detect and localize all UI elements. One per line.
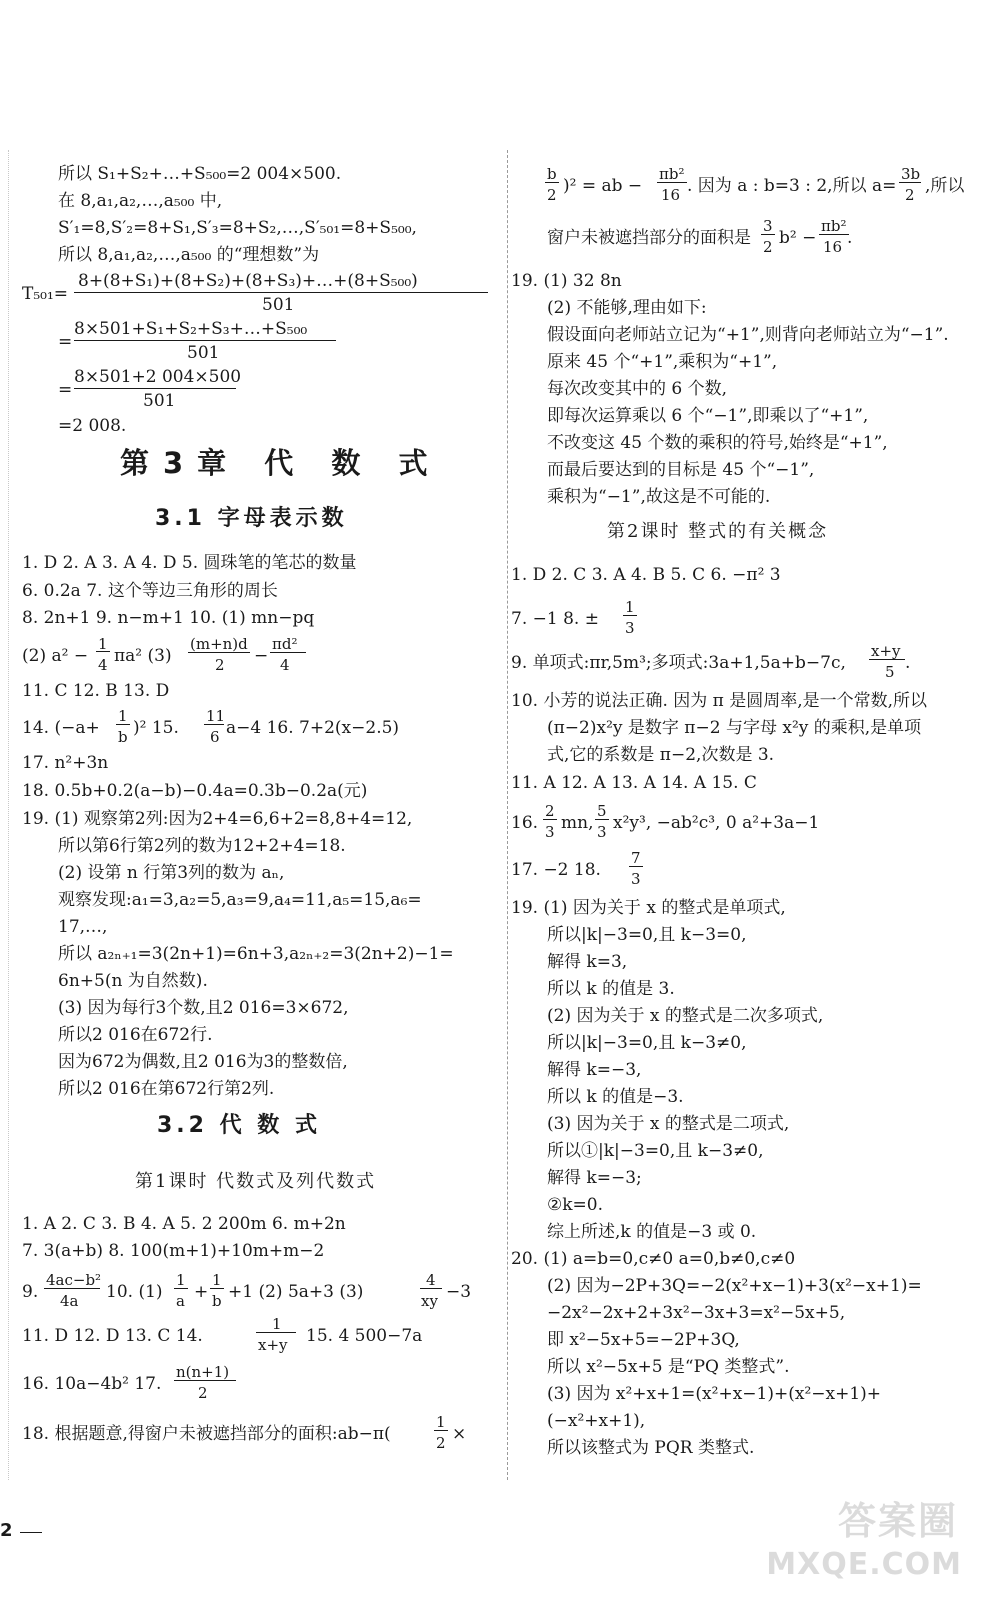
fraction-term: xy	[421, 1292, 438, 1310]
fraction-bar	[657, 182, 687, 183]
fraction-term: 7	[631, 849, 641, 867]
fraction-term: 4	[98, 656, 108, 674]
chapter-title: 第3章 代 数 式	[120, 446, 442, 480]
section-title: 3.1 字母表示数	[155, 506, 348, 531]
answer-line: 8×501+S₁+S₂+S₃+…+S₅₀₀	[74, 319, 308, 339]
lesson-title: 第2课时 整式的有关概念	[607, 521, 829, 542]
fraction-bar	[204, 724, 224, 725]
answer-line: (2) 不能够,理由如下:	[547, 298, 707, 318]
fraction-term: b	[212, 1292, 222, 1310]
answer-line: (−x²+x+1),	[547, 1411, 646, 1431]
fraction-bar	[623, 615, 637, 616]
fraction-term: 2	[215, 656, 225, 674]
answer-line: 501	[187, 343, 220, 363]
answer-line: 14. (−a+	[22, 718, 100, 738]
fraction-term: 3	[763, 217, 773, 235]
fraction-bar	[174, 1380, 236, 1381]
fraction-term: πd²	[272, 635, 298, 653]
answer-line: 假设面向老师站立记为“+1”,则背向老师站立为“−1”.	[547, 325, 949, 345]
fraction-term: 5	[597, 802, 607, 820]
answer-line: 所以2 016在672行.	[58, 1025, 213, 1045]
answer-line: 8+(8+S₁)+(8+S₂)+(8+S₃)+…+(8+S₅₀₀)	[78, 271, 418, 291]
answer-line: ×	[452, 1424, 467, 1444]
fraction-term: 16	[661, 186, 681, 204]
fraction-bar	[434, 1430, 448, 1431]
fraction-bar	[761, 234, 775, 235]
fraction-term: 1	[272, 1315, 282, 1333]
answer-line: πa² (3)	[114, 646, 172, 666]
answer-line: a−4 16. 7+2(x−2.5)	[226, 718, 400, 738]
answer-line: (π−2)x²y 是数字 π−2 与字母 x²y 的乘积,是单项	[547, 718, 922, 738]
fraction-bar	[270, 652, 306, 653]
fraction-term: 1	[436, 1413, 446, 1431]
fraction-term: 3	[625, 619, 635, 637]
answer-line: 即每次运算乘以 6 个“−1”,即乘以了“+1”,	[547, 406, 869, 426]
fraction-term: πb²	[659, 165, 685, 183]
fraction-term: 1	[118, 707, 128, 725]
answer-line: −2x²−2x+2+3x²−3x+3=x²−5x+5,	[547, 1303, 846, 1323]
answer-line: −3	[446, 1282, 472, 1302]
answer-line: T₅₀₁=	[22, 284, 69, 304]
fraction-bar	[74, 292, 488, 293]
answer-line: −	[254, 646, 269, 666]
answer-line: =	[58, 332, 73, 352]
fraction-term: x+y	[258, 1336, 288, 1354]
answer-line: 所以第6行第2列的数为12+2+4=18.	[58, 836, 346, 856]
answer-line: 乘积为“−1”,故这是不可能的.	[547, 487, 771, 507]
fraction-term: 2	[198, 1384, 208, 1402]
fraction-term: (m+n)d	[190, 635, 248, 653]
answer-line: 20. (1) a=b=0,c≠0 a=0,b≠0,c≠0	[511, 1249, 796, 1269]
answer-line: =2 008.	[58, 416, 127, 436]
answer-line: .	[847, 228, 853, 248]
fraction-term: 2	[436, 1434, 446, 1452]
fraction-bar	[899, 182, 921, 183]
fraction-bar	[819, 234, 849, 235]
answer-line: 501	[143, 391, 176, 411]
answer-line: 9.	[22, 1282, 39, 1302]
fraction-term: 2	[763, 238, 773, 256]
fraction-term: 1	[212, 1271, 222, 1289]
answer-line: 6n+5(n 为自然数).	[58, 971, 208, 991]
answer-line: 所以 S₁+S₂+…+S₅₀₀=2 004×500.	[58, 164, 342, 184]
answer-line: +	[194, 1282, 209, 1302]
fraction-bar	[116, 724, 130, 725]
fraction-term: 5	[885, 663, 895, 681]
answer-line: 16.	[511, 813, 539, 833]
fraction-term: 3	[597, 823, 607, 841]
fraction-bar	[210, 1288, 224, 1289]
answer-line: 17,…,	[58, 917, 108, 937]
column-divider	[507, 150, 508, 1480]
fraction-bar	[420, 1288, 442, 1289]
answer-line: 16. 10a−4b² 17.	[22, 1374, 162, 1394]
watermark-logo	[766, 1488, 980, 1588]
answer-line: )² 15.	[133, 718, 179, 738]
answer-line: (3) 因为每行3个数,且2 016=3×672,	[58, 998, 349, 1018]
fraction-bar	[44, 1288, 100, 1289]
fraction-term: 4	[426, 1271, 436, 1289]
answer-line: .	[905, 653, 911, 673]
fraction-term: 1	[176, 1271, 186, 1289]
answer-line: 不改变这 45 个数的乘积的符号,始终是“+1”,	[547, 433, 888, 453]
fraction-bar	[188, 652, 250, 653]
answer-line: (3) 因为 x²+x+1=(x²+x−1)+(x²−x+1)+	[547, 1384, 882, 1404]
fraction-term: πb²	[821, 217, 847, 235]
watermark-site: MXQE.COM	[766, 1547, 962, 1582]
fraction-bar	[74, 340, 336, 341]
answer-line: 因为672为偶数,且2 016为3的整数倍,	[58, 1052, 348, 1072]
fraction-term: 4	[280, 656, 290, 674]
page-number: 2	[0, 1520, 13, 1541]
fraction-term: 6	[210, 728, 220, 746]
fraction-bar	[174, 1288, 188, 1289]
answer-line: S′₁=8,S′₂=8+S₁,S′₃=8+S₂,…,S′₅₀₁=8+S₅₀₀,	[58, 218, 417, 238]
fraction-bar	[256, 1332, 296, 1333]
answer-line: )² = ab −	[563, 176, 643, 196]
answer-line: (2) a² −	[22, 646, 89, 666]
answer-line: (2) 因为关于 x 的整式是二次多项式,	[547, 1006, 824, 1026]
answer-line: 所以|k|−3=0,且 k−3≠0,	[547, 1033, 747, 1053]
answer-line: 所以 k 的值是 3.	[547, 979, 675, 999]
answer-line: 11. A 12. A 13. A 14. A 15. C	[511, 773, 757, 793]
answer-line: 15. 4 500−7a	[306, 1326, 423, 1346]
answer-line: 式,它的系数是 π−2,次数是 3.	[547, 745, 775, 765]
answer-line: 18. 0.5b+0.2(a−b)−0.4a=0.3b−0.2a(元)	[22, 781, 368, 801]
fraction-bar	[595, 819, 609, 820]
answer-line: 18. 根据题意,得窗户未被遮挡部分的面积:ab−π(	[22, 1424, 391, 1444]
answer-line: 每次改变其中的 6 个数,	[547, 379, 728, 399]
answer-line: 10. 小芳的说法正确. 因为 π 是圆周率,是一个常数,所以	[511, 691, 928, 711]
answer-line: 19. (1) 观察第2列:因为2+4=6,6+2=8,8+4=12,	[22, 809, 413, 829]
answer-line: 所以①|k|−3=0,且 k−3≠0,	[547, 1141, 764, 1161]
answer-line: 8. 2n+1 9. n−m+1 10. (1) mn−pq	[22, 608, 315, 628]
answer-line: +1 (2) 5a+3 (3)	[228, 1282, 364, 1302]
fraction-bar	[96, 651, 110, 652]
fraction-term: n(n+1)	[176, 1363, 230, 1381]
answer-line: 1. D 2. C 3. A 4. B 5. C 6. −π² 3	[511, 565, 781, 585]
answer-line: b² −	[779, 228, 817, 248]
fraction-term: 16	[823, 238, 843, 256]
fraction-term: 3	[545, 823, 555, 841]
answer-line: 1. A 2. C 3. B 4. A 5. 2 200m 6. m+2n	[22, 1214, 346, 1234]
answer-line: (2) 设第 n 行第3列的数为 aₙ,	[58, 863, 285, 883]
answer-line: 解得 k=3,	[547, 952, 628, 972]
answer-line: (3) 因为关于 x 的整式是二项式,	[547, 1114, 790, 1134]
answer-line: 解得 k=−3,	[547, 1060, 642, 1080]
answer-line: 在 8,a₁,a₂,…,a₅₀₀ 中,	[58, 191, 223, 211]
answer-line: 原来 45 个“+1”,乘积为“+1”,	[547, 352, 778, 372]
answer-line: 所以 8,a₁,a₂,…,a₅₀₀ 的“理想数”为	[58, 245, 320, 265]
answer-line: =	[58, 380, 73, 400]
fraction-term: 11	[206, 707, 226, 725]
answer-line: mn,	[561, 813, 594, 833]
answer-line: 11. D 12. D 13. C 14.	[22, 1326, 203, 1346]
fraction-bar	[543, 819, 557, 820]
fraction-term: 3	[631, 870, 641, 888]
page-number-dash	[20, 1532, 42, 1533]
answer-line: 即 x²−5x+5=−2P+3Q,	[547, 1330, 740, 1350]
section-title: 3.2 代 数 式	[157, 1113, 321, 1138]
fraction-term: 4a	[60, 1292, 79, 1310]
answer-line: 17. −2 18.	[511, 860, 601, 880]
answer-line: 19. (1) 32 8n	[511, 271, 622, 291]
fraction-term: x+y	[871, 642, 901, 660]
fraction-term: 2	[905, 186, 915, 204]
fraction-term: 1	[98, 635, 108, 653]
answer-line: 所以 x²−5x+5 是“PQ 类整式”.	[547, 1357, 790, 1377]
answer-line: 19. (1) 因为关于 x 的整式是单项式,	[511, 898, 786, 918]
answer-line: 所以 k 的值是−3.	[547, 1087, 684, 1107]
fraction-term: 4ac−b²	[46, 1271, 102, 1289]
answer-line: 501	[262, 295, 295, 315]
lesson-title: 第1课时 代数式及列代数式	[135, 1171, 377, 1192]
fraction-term: 2	[545, 802, 555, 820]
answer-line: 1. D 2. A 3. A 4. D 5. 圆珠笔的笔芯的数量	[22, 553, 357, 573]
fraction-bar	[869, 659, 905, 660]
fraction-bar	[74, 388, 236, 389]
answer-line: 8×501+2 004×500	[74, 367, 242, 387]
answer-line: 解得 k=−3;	[547, 1168, 642, 1188]
answer-line: . 因为 a : b=3 : 2,所以 a=	[687, 176, 897, 196]
answer-line: x²y³, −ab²c³, 0 a²+3a−1	[613, 813, 820, 833]
fraction-bar	[629, 866, 643, 867]
answer-line: 6. 0.2a 7. 这个等边三角形的周长	[22, 581, 278, 601]
answer-line: 所以 a₂ₙ₊₁=3(2n+1)=6n+3,a₂ₙ₊₂=3(2n+2)−1=	[58, 944, 454, 964]
answer-line: 10. (1)	[106, 1282, 163, 1302]
margin-guide	[8, 150, 9, 1480]
answer-line: 17. n²+3n	[22, 753, 109, 773]
fraction-term: b	[118, 728, 128, 746]
watermark-title: 答案圈	[837, 1499, 958, 1543]
fraction-term: a	[176, 1292, 185, 1310]
answer-line: ②k=0.	[547, 1195, 604, 1215]
fraction-term: 2	[547, 186, 557, 204]
fraction-term: 3b	[901, 165, 921, 183]
answer-line: 7. 3(a+b) 8. 100(m+1)+10m+m−2	[22, 1241, 325, 1261]
answer-line: 而最后要达到的目标是 45 个“−1”,	[547, 460, 815, 480]
answer-line: 所以该整式为 PQR 类整式.	[547, 1438, 755, 1458]
answer-line: 7. −1 8. ±	[511, 609, 599, 629]
answer-line: 所以|k|−3=0,且 k−3=0,	[547, 925, 747, 945]
answer-line: 窗户未被遮挡部分的面积是	[547, 228, 751, 248]
answer-line: 综上所述,k 的值是−3 或 0.	[547, 1222, 757, 1242]
answer-line: (2) 因为−2P+3Q=−2(x²+x−1)+3(x²−x+1)=	[547, 1276, 922, 1296]
fraction-term: b	[547, 165, 557, 183]
fraction-bar	[545, 182, 559, 183]
answer-line: 11. C 12. B 13. D	[22, 681, 170, 701]
answer-line: 观察发现:a₁=3,a₂=5,a₃=9,a₄=11,a₅=15,a₆=	[58, 890, 422, 910]
answer-line: 9. 单项式:πr,5m³;多项式:3a+1,5a+b−7c,	[511, 653, 846, 673]
answer-line: ,所以	[925, 176, 965, 196]
answer-line: 所以2 016在第672行第2列.	[58, 1079, 275, 1099]
fraction-term: 1	[625, 598, 635, 616]
